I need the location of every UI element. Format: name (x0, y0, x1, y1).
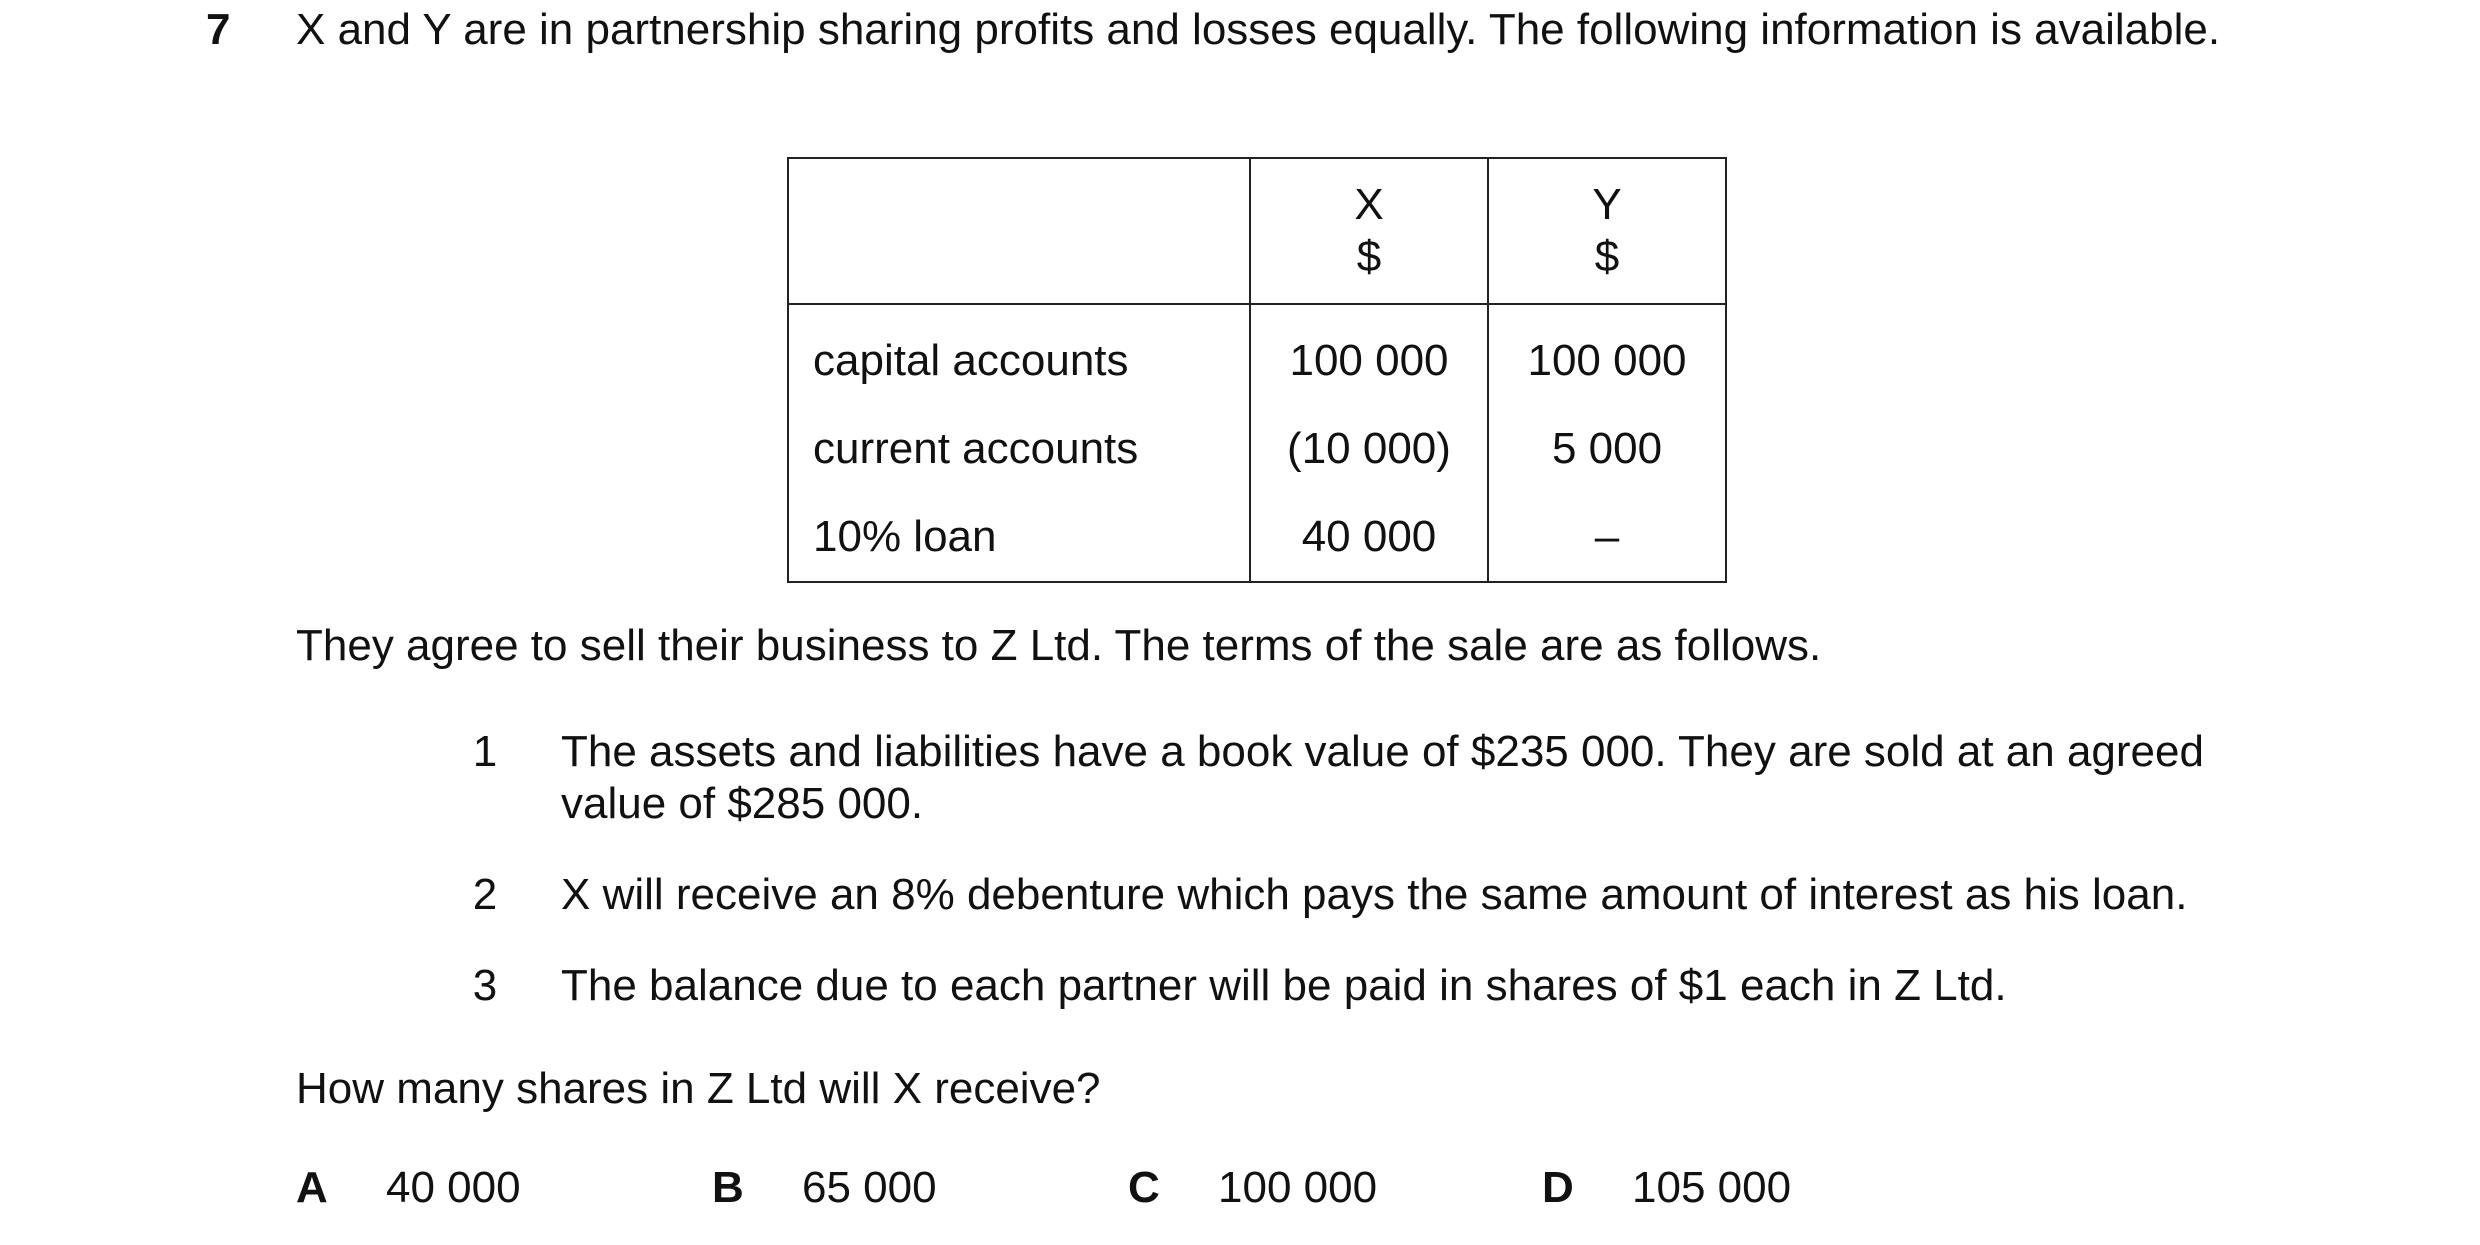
row-x-value: 40 000 (1250, 493, 1488, 582)
term-number: 1 (472, 727, 498, 776)
row-label: capital accounts (788, 304, 1250, 405)
header-y-unit: $ (1594, 232, 1620, 281)
option-b-letter: B (712, 1163, 744, 1212)
option-c-value: 100 000 (1218, 1163, 1378, 1212)
term-number: 3 (472, 961, 498, 1010)
term-text: The assets and liabilities have a book value of $235 000. They are sold at an agreed value of $285 000. (561, 727, 2204, 828)
row-x-value: (10 000) (1250, 405, 1488, 493)
table-header-y (1488, 158, 1726, 304)
table-row (788, 405, 1726, 493)
term-text: The balance due to each partner will be paid in shares of $1 each in Z Ltd. (561, 961, 2007, 1010)
option-d-letter: D (1542, 1163, 1574, 1212)
option-a-letter: A (296, 1163, 328, 1212)
row-label: current accounts (788, 405, 1250, 493)
terms-intro: They agree to sell their business to Z Ltd. The terms of the sale are as follows. (296, 621, 1822, 670)
row-label: 10% loan (788, 493, 1250, 582)
row-y-value: 100 000 (1488, 304, 1726, 405)
table-row (788, 304, 1726, 405)
question-prompt: How many shares in Z Ltd will X receive? (296, 1064, 1101, 1113)
option-a-value: 40 000 (386, 1163, 521, 1212)
header-x-unit: $ (1356, 232, 1382, 281)
term-number: 2 (472, 870, 498, 919)
partner-accounts-table (787, 157, 1727, 583)
table-header-x (1250, 158, 1488, 304)
row-x-value: 100 000 (1250, 304, 1488, 405)
table-header-row (788, 158, 1726, 304)
header-y-name: Y (1592, 180, 1622, 229)
table-row (788, 493, 1726, 582)
option-c-letter: C (1128, 1163, 1160, 1212)
table-header-empty (788, 158, 1250, 304)
option-b-value: 65 000 (802, 1163, 937, 1212)
question-number: 7 (206, 5, 231, 54)
question-intro: X and Y are in partnership sharing profits and losses equally. The following information is available. (296, 5, 2221, 54)
row-y-value: – (1488, 493, 1726, 582)
row-y-value: 5 000 (1488, 405, 1726, 493)
term-text: X will receive an 8% debenture which pays the same amount of interest as his loan. (561, 870, 2188, 919)
header-x-name: X (1354, 180, 1384, 229)
option-d-value: 105 000 (1632, 1163, 1792, 1212)
